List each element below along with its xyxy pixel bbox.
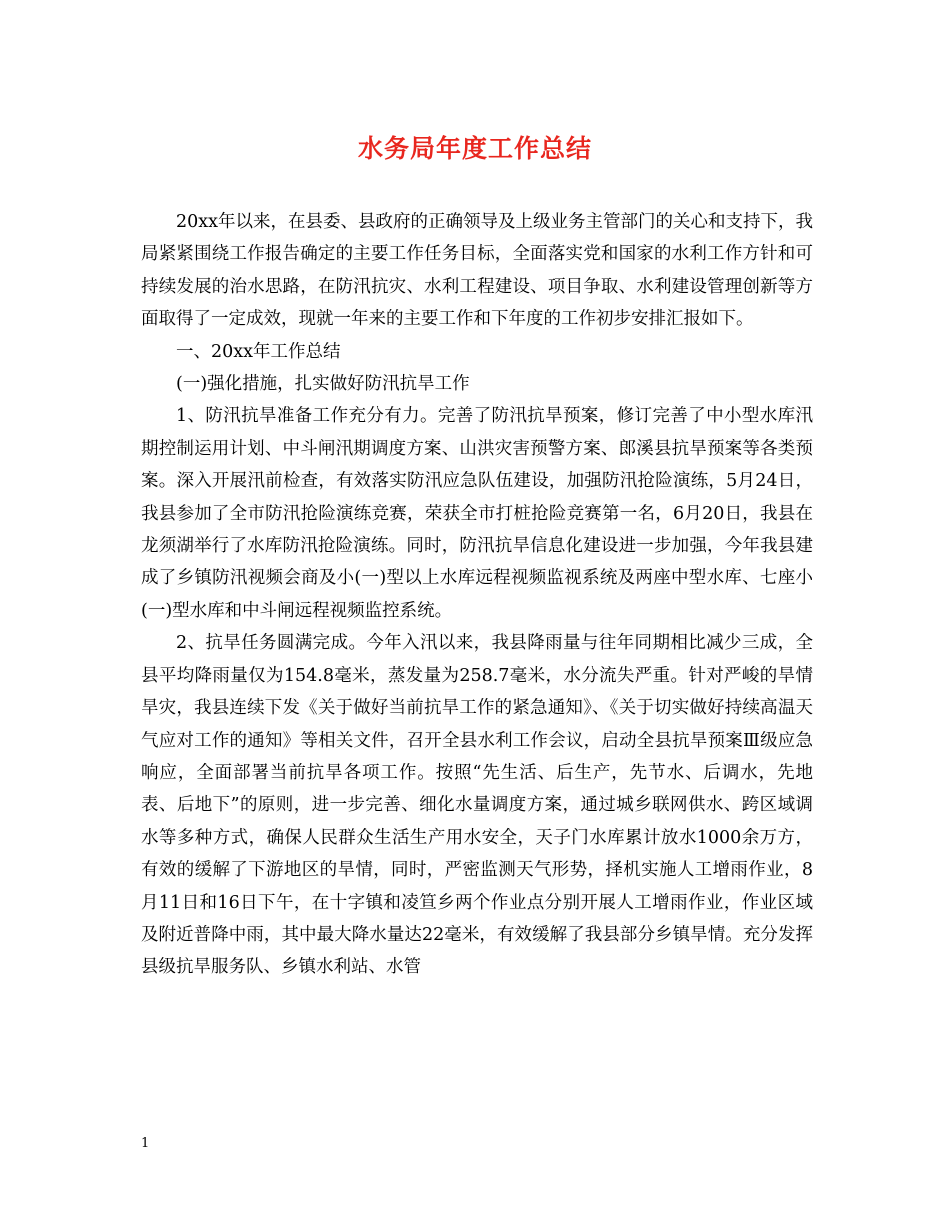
page-number: 1 — [141, 1136, 150, 1151]
paragraph-intro: 20xx年以来，在县委、县政府的正确领导及上级业务主管部门的关心和支持下，我局紧紧围绕工作报告确定的主要工作任务目标，全面落实党和国家的水利工作方针和可持续发展的治水思路，在防汛抗灾、水利工程建设、项目争取、水利建设管理创新等方面取得了一定成效，现就一年来的主要工作和下年度的工作初步安排汇报如下。 — [141, 212, 814, 330]
document-body — [141, 206, 813, 984]
subsection-heading: (一)强化措施，扎实做好防汛抗旱工作 — [176, 374, 470, 395]
paragraph-flood-prep: 1、防汛抗旱准备工作充分有力。完善了防汛抗旱预案，修订完善了中小型水库汛期控制运用计划、中斗闸汛期调度方案、山洪灾害预警方案、郎溪县抗旱预案等各类预案。深入开展汛前检查，有效落实防汛应急队伍建设，加强防汛抢险演练，5月24日，我县参加了全市防汛抢险演练竞赛，荣获全市打桩抢险竞赛第一名，6月20日，我县在龙须湖举行了水库防汛抢险演练。同时，防汛抗旱信息化建设进一步加强，今年我县建成了乡镇防汛视频会商及小(一)型以上水库远程视频监视系统及两座中型水库、七座小(一)型水库和中斗闸远程视频监控系统。 — [141, 406, 813, 621]
document-title: 水务局年度工作总结 — [357, 134, 592, 163]
section-heading: 一、20xx年工作总结 — [176, 341, 341, 362]
paragraph-drought-relief: 2、抗旱任务圆满完成。今年入汛以来，我县降雨量与往年同期相比减少三成，全县平均降雨量仅为154.8毫米，蒸发量为258.7毫米，水分流失严重。针对严峻的旱情旱灾，我县连续下发《关于做好当前抗旱工作的紧急通知》、《关于切实做好持续高温天气应对工作的通知》等相关文件，召开全县水利工作会议，启动全县抗旱预案Ⅲ级应急响应，全面部署当前抗旱各项工作。按照“先生活、后生产，先节水、后调水，先地表、后地下”的原则，进一步完善、细化水量调度方案，通过城乡联网供水、跨区域调水等多种方式，确保人民群众生活生产用水安全，天子门水库累计放水1000余万方，有效的缓解了下游地区的旱情，同时，严密监测天气形势，择机实施人工增雨作业，8月11日和16日下午，在十字镇和凌笪乡两个作业点分别开展人工增雨作业，作业区域及附近普降中雨，其中最大降水量达22毫米，有效缓解了我县部分乡镇旱情。充分发挥县级抗旱服务队、乡镇水利站、水管 — [141, 633, 813, 978]
